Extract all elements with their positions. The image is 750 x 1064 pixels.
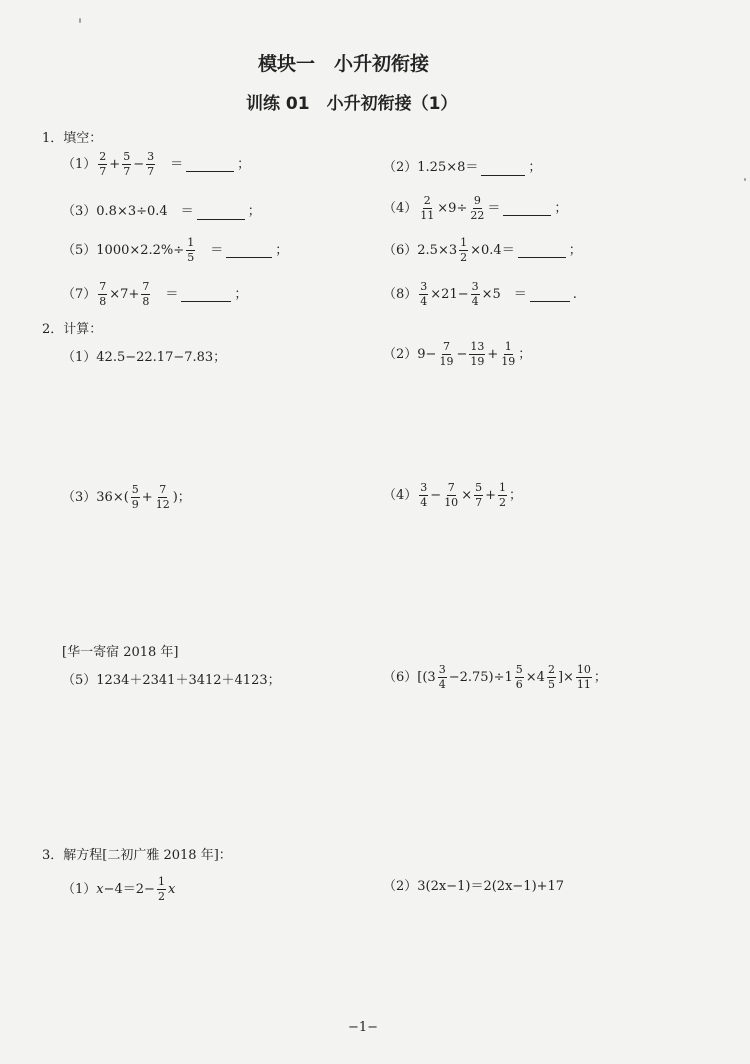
fill-item-3: [62, 204, 261, 220]
answer-blank[interactable]: [226, 243, 272, 258]
fraction: $\frac{1}{2}$: [157, 875, 165, 903]
fill-item-4: [383, 195, 567, 222]
punct: ；: [234, 286, 248, 302]
fraction: $\frac{1}{2}$: [499, 481, 506, 509]
item-label: （4）: [383, 487, 418, 503]
fraction: $\frac{5}{6}$: [515, 663, 523, 691]
section-1-header: 1．填空：: [42, 131, 103, 146]
expression: −4＝2−: [103, 881, 155, 897]
variable: x: [167, 881, 176, 897]
expression: 0.8×3÷0.4 ＝: [96, 204, 194, 219]
fraction: $\frac{3}{4}$: [471, 280, 479, 308]
punct: ；: [568, 242, 582, 258]
operator: +: [485, 487, 496, 503]
fraction: $\frac{2}{11}$: [420, 194, 435, 222]
calc-item-5: [62, 673, 281, 689]
operator: +: [487, 346, 499, 362]
scan-speck: [744, 178, 746, 181]
operator: +: [109, 156, 121, 172]
calc-item-3: [62, 484, 191, 511]
operator: ×: [461, 487, 473, 503]
item-label: （6）: [383, 669, 418, 685]
operator: −: [133, 156, 145, 172]
fraction: $\frac{3}{4}$: [420, 481, 428, 509]
fraction: $\frac{7}{8}$: [142, 280, 150, 308]
fraction: $\frac{2}{5}$: [547, 663, 555, 691]
scan-speck: [79, 18, 81, 23]
fraction: $\frac{5}{7}$: [123, 150, 131, 178]
item-label: （1）: [62, 156, 97, 172]
item-label: （2）: [383, 879, 418, 894]
expression: ×4: [525, 669, 545, 685]
page-number: −1−: [348, 1020, 379, 1035]
expression: 42.5−22.17−7.83；: [96, 350, 227, 365]
fraction: $\frac{2}{7}$: [99, 150, 107, 178]
equation-item-2: [383, 879, 564, 895]
operator: −: [430, 487, 442, 503]
fill-item-1: [62, 151, 250, 178]
fraction: $\frac{9}{22}$: [470, 194, 485, 222]
answer-blank[interactable]: [530, 287, 570, 302]
answer-blank[interactable]: [181, 287, 231, 302]
answer-blank[interactable]: [186, 157, 234, 172]
expression: 36×(: [96, 489, 129, 505]
module-title: 模块一 小升初衔接: [258, 53, 430, 75]
punct: ；: [528, 160, 542, 175]
equals: ＝: [487, 200, 501, 216]
fraction: $\frac{1}{19}$: [501, 340, 516, 368]
calc-item-1: [62, 350, 226, 366]
expression: ×21−: [430, 286, 469, 302]
fraction: $\frac{7}{8}$: [99, 280, 107, 308]
operator: ×9÷: [437, 200, 468, 216]
fraction: $\frac{10}{11}$: [576, 663, 591, 691]
fraction: $\frac{1}{5}$: [187, 236, 195, 264]
fraction: $\frac{5}{9}$: [131, 483, 139, 511]
item-label: （5）: [62, 242, 97, 258]
expression: 1000×2.2%÷: [96, 242, 185, 258]
punct: ；: [554, 200, 568, 216]
expression: ×7+: [109, 286, 140, 302]
answer-blank[interactable]: [197, 205, 245, 220]
fraction: $\frac{13}{19}$: [470, 340, 485, 368]
equals: ＝: [197, 242, 224, 258]
punct: ；: [518, 346, 532, 362]
fill-item-6: [383, 237, 582, 264]
item-label: （8）: [383, 286, 418, 302]
answer-blank[interactable]: [481, 161, 525, 176]
equation-item-1: [62, 876, 175, 903]
equals: ＝: [157, 156, 184, 172]
punct: ；: [247, 204, 261, 219]
item-label: （2）: [383, 160, 418, 175]
item-label: （1）: [62, 881, 97, 897]
item-label: （3）: [62, 489, 97, 505]
calc-item-2: [383, 341, 531, 368]
item-label: （1）: [62, 350, 97, 365]
answer-blank[interactable]: [503, 201, 551, 216]
expression: 1234＋2341＋3412＋4123；: [96, 673, 281, 688]
fraction: $\frac{7}{10}$: [444, 481, 459, 509]
fill-item-7: [62, 281, 247, 308]
expression: 9−: [417, 346, 437, 362]
punct: ；: [509, 487, 523, 503]
section-2-header: 2．计算：: [42, 322, 103, 337]
fraction: $\frac{3}{7}$: [147, 150, 155, 178]
item-label: （5）: [62, 673, 97, 688]
expression: 3(2x−1)＝2(2x−1)+17: [417, 879, 565, 894]
calc-item-4: [383, 482, 522, 509]
item-label: （7）: [62, 286, 97, 302]
fraction: $\frac{3}{4}$: [420, 280, 428, 308]
answer-blank[interactable]: [518, 243, 566, 258]
item-label: （4）: [383, 200, 418, 216]
punct: .: [572, 286, 577, 302]
expression: [(3: [417, 669, 436, 685]
fraction: $\frac{3}{4}$: [438, 663, 446, 691]
expression: )；: [172, 489, 191, 505]
equals: ＝: [152, 286, 179, 302]
punct: ；: [275, 242, 289, 258]
expression: 1.25×8＝: [417, 160, 479, 175]
fraction: $\frac{5}{7}$: [475, 481, 483, 509]
expression: ×0.4＝: [470, 242, 515, 258]
item-label: （6）: [383, 242, 418, 258]
fraction: $\frac{1}{2}$: [460, 236, 468, 264]
expression: 2.5×3: [417, 242, 458, 258]
fraction: $\frac{7}{12}$: [155, 483, 170, 511]
calc-item-6: [383, 664, 607, 691]
item-label: （3）: [62, 204, 97, 219]
fill-item-8: [383, 281, 577, 308]
expression: −2.75)÷1: [448, 669, 513, 685]
punct: ；: [237, 156, 251, 172]
fill-item-5: [62, 237, 288, 264]
source-note: [华一寄宿 2018 年]: [62, 645, 179, 660]
section-3-header: 3．解方程[二初广雅 2018 年]：: [42, 848, 232, 863]
fraction: $\frac{7}{19}$: [439, 340, 454, 368]
lesson-title: 训练 01 小升初衔接（1）: [246, 94, 458, 114]
item-label: （2）: [383, 346, 418, 362]
expression: ×5 ＝: [481, 286, 527, 302]
expression: ]×: [557, 669, 574, 685]
operator: −: [456, 346, 468, 362]
operator: +: [141, 489, 153, 505]
variable: x: [96, 881, 104, 897]
punct: ；: [593, 669, 607, 685]
fill-item-2: [383, 160, 541, 176]
